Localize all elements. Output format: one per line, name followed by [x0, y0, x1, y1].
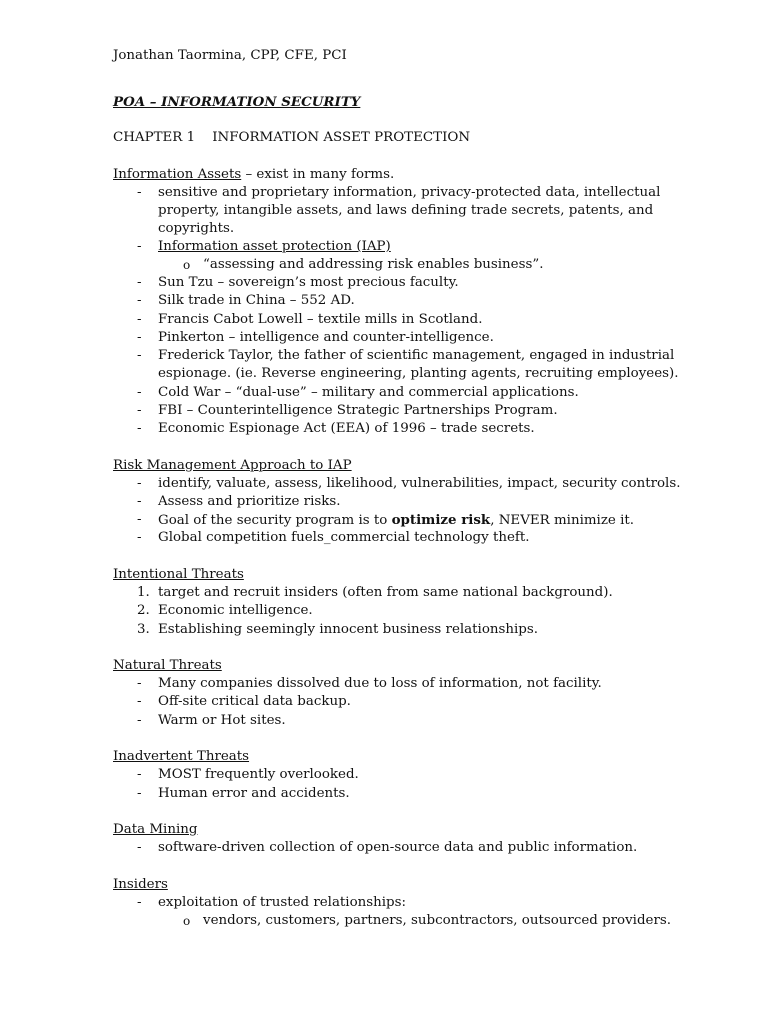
list-item: Cold War – “dual-use” – military and commercial applications.: [158, 385, 579, 400]
list-item: Economic intelligence.: [158, 603, 313, 618]
list-item: MOST frequently overlooked.: [158, 767, 359, 782]
list-item: target and recruit insiders (often from same national background).: [158, 585, 613, 600]
bullet-dash: -: [137, 676, 142, 691]
list-number: 3.: [137, 622, 150, 637]
list-item-iap: Information asset protection (IAP): [158, 239, 391, 254]
list-item: Economic Espionage Act (EEA) of 1996 – trade secrets.: [158, 421, 535, 436]
list-item: Human error and accidents.: [158, 786, 350, 801]
list-item: identify, valuate, assess, likelihood, vulnerabilities, impact, security controls.: [158, 476, 681, 491]
list-item: Global competition fuels_commercial technology theft.: [158, 530, 530, 545]
list-item: Warm or Hot sites.: [158, 713, 286, 728]
inadvertent-heading: Inadvertent Threats: [113, 749, 250, 764]
list-item: Frederick Taylor, the father of scientific management, engaged in industrial: [158, 348, 675, 363]
bullet-dash: -: [137, 239, 142, 254]
list-item-continued: property, intangible assets, and laws defining trade secrets, patents, and: [158, 203, 654, 218]
list-item: Off-site critical data backup.: [158, 694, 351, 709]
info-assets-heading-line: [113, 166, 394, 184]
list-item: exploitation of trusted relationships:: [158, 895, 407, 910]
bullet-dash: -: [137, 713, 142, 728]
data-mining-heading: Data Mining: [113, 822, 198, 837]
list-number: 1.: [137, 585, 150, 600]
bullet-dash: -: [137, 530, 142, 545]
goal-text-start: Goal of the security program is to: [158, 513, 392, 528]
list-item: Establishing seemingly innocent business relationships.: [158, 622, 538, 637]
bullet-dash: -: [137, 385, 142, 400]
bullet-dash: -: [137, 312, 142, 327]
bullet-dash: -: [137, 840, 142, 855]
chapter-heading: CHAPTER 1 INFORMATION ASSET PROTECTION: [113, 130, 471, 145]
risk-mgmt-heading: Risk Management Approach to IAP: [113, 458, 352, 473]
insiders-heading: Insiders: [113, 877, 168, 892]
bullet-dash: -: [137, 330, 142, 345]
bullet-dash: -: [137, 421, 142, 436]
bullet-dash: -: [137, 403, 142, 418]
document-title: POA – INFORMATION SECURITY: [113, 94, 361, 110]
list-number: 2.: [137, 603, 150, 618]
bullet-dash: -: [137, 767, 142, 782]
info-assets-heading: Information Assets: [113, 167, 242, 182]
bullet-dash: -: [137, 185, 142, 200]
list-item: Pinkerton – intelligence and counter-intelligence.: [158, 330, 494, 345]
intentional-heading: Intentional Threats: [113, 567, 244, 582]
bullet-dash: -: [137, 275, 142, 290]
sub-list-item: vendors, customers, partners, subcontractors, outsourced providers.: [203, 913, 671, 928]
list-item-continued: espionage. (ie. Reverse engineering, planting agents, recruiting employees).: [158, 366, 679, 381]
goal-text-end: , NEVER minimize it.: [490, 513, 634, 528]
list-item-continued: copyrights.: [158, 221, 235, 236]
goal-text-emphasis: optimize risk: [391, 512, 491, 528]
sub-list-item: “assessing and addressing risk enables business”.: [203, 257, 544, 272]
natural-heading: Natural Threats: [113, 658, 222, 673]
sub-bullet-circle: o: [183, 914, 191, 928]
list-item: software-driven collection of open-source data and public information.: [158, 840, 638, 855]
sub-bullet-circle: o: [183, 258, 191, 272]
bullet-dash: -: [137, 694, 142, 709]
list-item: Francis Cabot Lowell – textile mills in Scotland.: [158, 312, 483, 327]
bullet-dash: -: [137, 293, 142, 308]
bullet-dash: -: [137, 786, 142, 801]
list-item: FBI – Counterintelligence Strategic Partnerships Program.: [158, 403, 558, 418]
list-item: Many companies dissolved due to loss of information, not facility.: [158, 676, 602, 691]
author-line: Jonathan Taormina, CPP, CFE, PCI: [113, 48, 347, 63]
list-item-goal: [158, 511, 634, 530]
list-item: Silk trade in China – 552 AD.: [158, 293, 355, 308]
bullet-dash: -: [137, 895, 142, 910]
bullet-dash: -: [137, 348, 142, 363]
list-item: Sun Tzu – sovereign’s most precious faculty.: [158, 275, 459, 290]
info-assets-heading-tail: – exist in many forms.: [241, 167, 395, 182]
list-item: sensitive and proprietary information, privacy-protected data, intellectual: [158, 185, 661, 200]
list-item: Assess and prioritize risks.: [158, 494, 341, 509]
bullet-dash: -: [137, 494, 142, 509]
bullet-dash: -: [137, 512, 142, 527]
bullet-dash: -: [137, 476, 142, 491]
